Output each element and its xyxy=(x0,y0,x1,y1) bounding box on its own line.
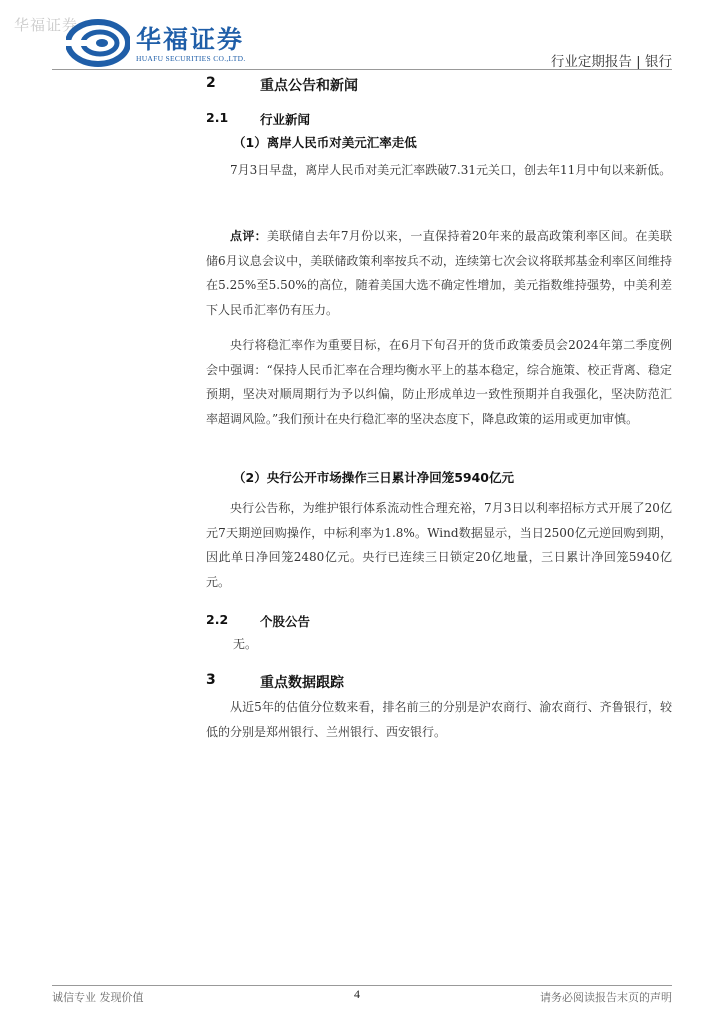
header-divider xyxy=(52,69,672,70)
news-title: （1）离岸人民币对美元汇率走低 xyxy=(233,135,417,150)
news-paragraph: 央行将稳汇率作为重要目标，在6月下旬召开的货币政策委员会2024年第二季度例会中强调：“保持人民币汇率在合理均衡水平上的基本稳定，综合施策、校正背离、稳定预期，坚决对顺周期行为予以纠偏，防止形成单边一致性预期并自我强化，坚决防范汇率超调风险。”我们预计在央行稳汇率的坚决态度下，降息政策的运用或更加审慎。 xyxy=(206,338,672,426)
footer-disclaimer: 请务必阅读报告末页的声明 xyxy=(540,991,672,1004)
footer-slogan: 诚信专业 发现价值 xyxy=(52,991,144,1004)
comment-paragraph xyxy=(206,224,672,322)
section-number: 2 xyxy=(206,75,216,91)
company-logo xyxy=(66,18,276,68)
comment-text: 美联储自去年7月份以来，一直保持着20年来的最高政策利率区间。在美联储6月议息会议中，美联储政策利率按兵不动，连续第七次会议将联邦基金利率区间维持在5.25%至5.50%的高位，随着美国大选不确定性增加，美元指数维持强势，中美利差下人民币汇率仍有压力。 xyxy=(206,229,672,317)
page-number: 4 xyxy=(354,987,360,1001)
subsection-title: 行业新闻 xyxy=(260,112,311,127)
subsection-body: 无。 xyxy=(233,637,258,651)
section-title: 重点公告和新闻 xyxy=(260,78,358,94)
news-paragraph: 7月3日早盘，离岸人民币对美元汇率跌破7.31元关口，创去年11月中旬以来新低。 xyxy=(230,163,672,177)
comment-label: 点评： xyxy=(230,229,267,243)
section-title: 重点数据跟踪 xyxy=(260,675,344,691)
news-paragraph: 央行公告称，为维护银行体系流动性合理充裕，7月3日以利率招标方式开展了20亿元7天期逆回购操作，中标利率为1.8%。Wind数据显示，当日2500亿元逆回购到期，因此单日净回笼2480亿元。央行已连续三日锁定20亿地量，三日累计净回笼5940亿元。 xyxy=(206,501,672,589)
section-number: 3 xyxy=(206,672,216,688)
subsection-number: 2.1 xyxy=(206,110,229,125)
subsection-title: 个股公告 xyxy=(260,614,311,629)
footer-divider xyxy=(52,985,672,986)
subsection-number: 2.2 xyxy=(206,612,229,627)
news-title: （2）央行公开市场操作三日累计净回笼5940亿元 xyxy=(233,470,514,485)
brand-name-cn: 华福证券 xyxy=(136,25,245,54)
watermark: 华福证券 xyxy=(14,16,79,34)
brand-name-en: HUAFU SECURITIES CO.,LTD. xyxy=(136,54,246,63)
section-body: 从近5年的估值分位数来看，排名前三的分别是沪农商行、渝农商行、齐鲁银行，较低的分别是郑州银行、兰州银行、西安银行。 xyxy=(206,700,672,739)
report-category: 行业定期报告 | 银行 xyxy=(550,54,672,70)
swirl-logo-icon xyxy=(66,18,130,68)
